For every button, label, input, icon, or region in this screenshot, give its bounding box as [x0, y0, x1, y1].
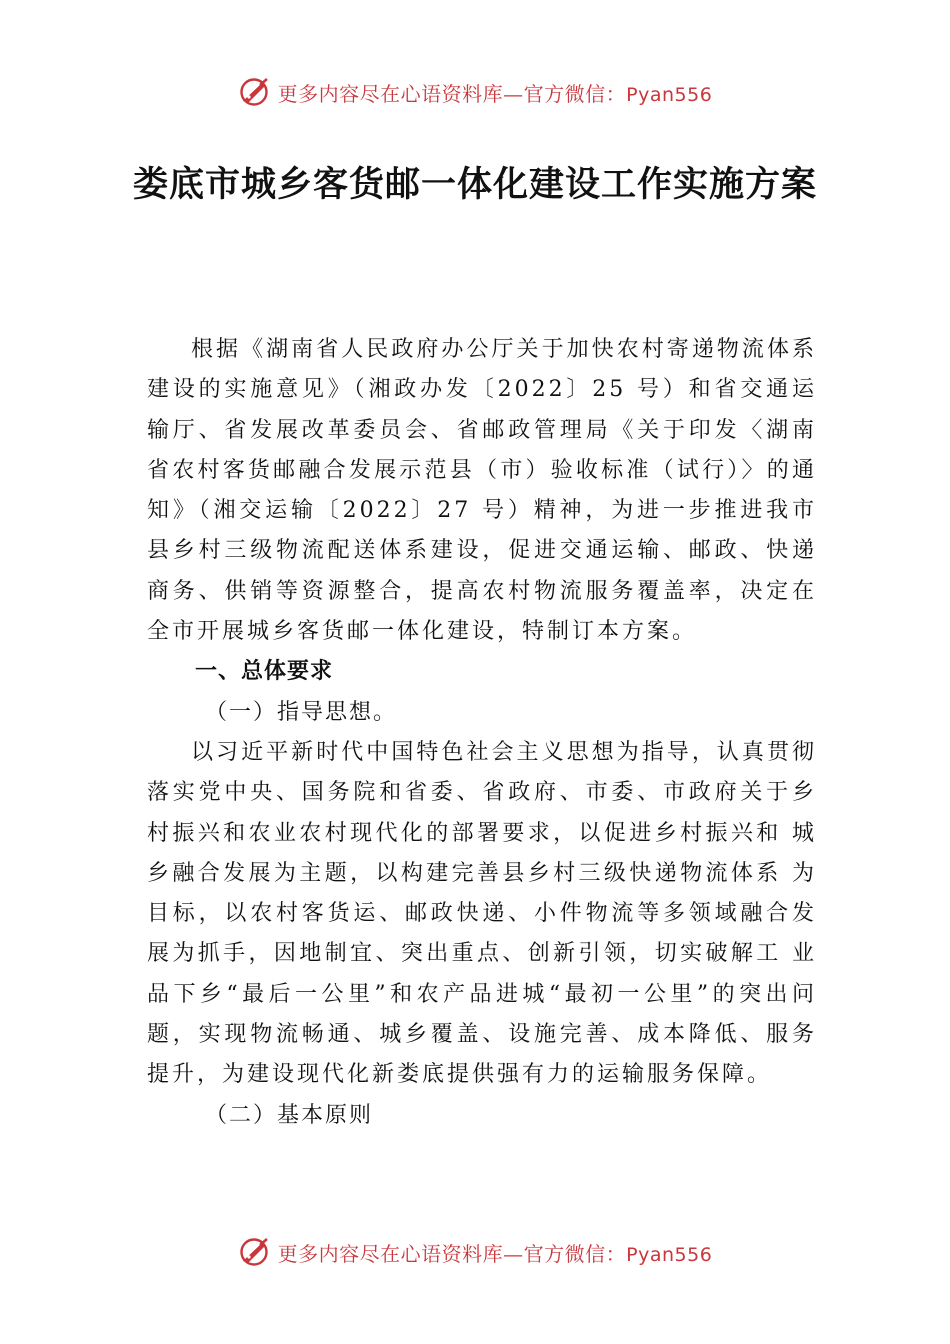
header-banner [0, 72, 950, 112]
header-banner-content [238, 76, 713, 108]
header-banner-label: 更多内容尽在心语资料库—官方微信： [277, 81, 627, 106]
document-title: 娄底市城乡客货邮一体化建设工作实施方案 [132, 164, 817, 205]
footer-banner-content [238, 1236, 713, 1268]
footer-banner-wechat-id: Pyan556 [626, 1243, 713, 1266]
subsection-1-heading: （一）指导思想。 [205, 699, 398, 725]
header-banner-text [278, 78, 713, 107]
document-body [147, 330, 817, 1136]
subsection-1-paragraph: 以习近平新时代中国特色社会主义思想为指导，认真贯彻落实党中央、国务院和省委、省政府、市委、市政府关于乡村振兴和农业农村现代化的部署要求，以促进乡村振兴和 城乡融合发展为主题，以构建完善县乡村三级快递物流体系 为目标，以农村客货运、邮政快递、小件物流等多领域融合发展为抓手，因地制宜、突出重点、创新引领，切实破解工 业品下乡“最后一公里”和农产品进城“最初一公里”的突出问题，实现物流畅通、城乡覆盖、设施完善、成本降低、服务提升，为建设现代化新娄底提供强有力的运输服务保障。 [147, 739, 817, 1088]
subsection-2-heading: （二）基本原则 [205, 1102, 374, 1128]
pen-circle-logo-icon [238, 76, 270, 108]
section-1-heading: 一、总体要求 [195, 659, 334, 685]
footer-banner-text [278, 1238, 713, 1267]
pen-circle-logo-icon [238, 1236, 270, 1268]
intro-paragraph: 根据《湖南省人民政府办公厅关于加快农村寄递物流体系建设的实施意见》（湘政办发〔2022〕25 号）和省交通运输厅、省发展改革委员会、省邮政管理局《关于印发〈湖南省农村客货邮融合发展示范县（市）验收标准（试行）〉的通知》（湘交运输〔2022〕27 号）精神，为进一步推进我市县乡村三级物流配送体系建设，促进交通运输、邮政、快递商务、供销等资源整合，提高农村物流服务覆盖率，决定在全市开展城乡客货邮一体化建设，特制订本方案。 [147, 337, 817, 645]
footer-banner-label: 更多内容尽在心语资料库—官方微信： [277, 1241, 627, 1266]
header-banner-wechat-id: Pyan556 [626, 83, 713, 106]
footer-banner [0, 1232, 950, 1272]
